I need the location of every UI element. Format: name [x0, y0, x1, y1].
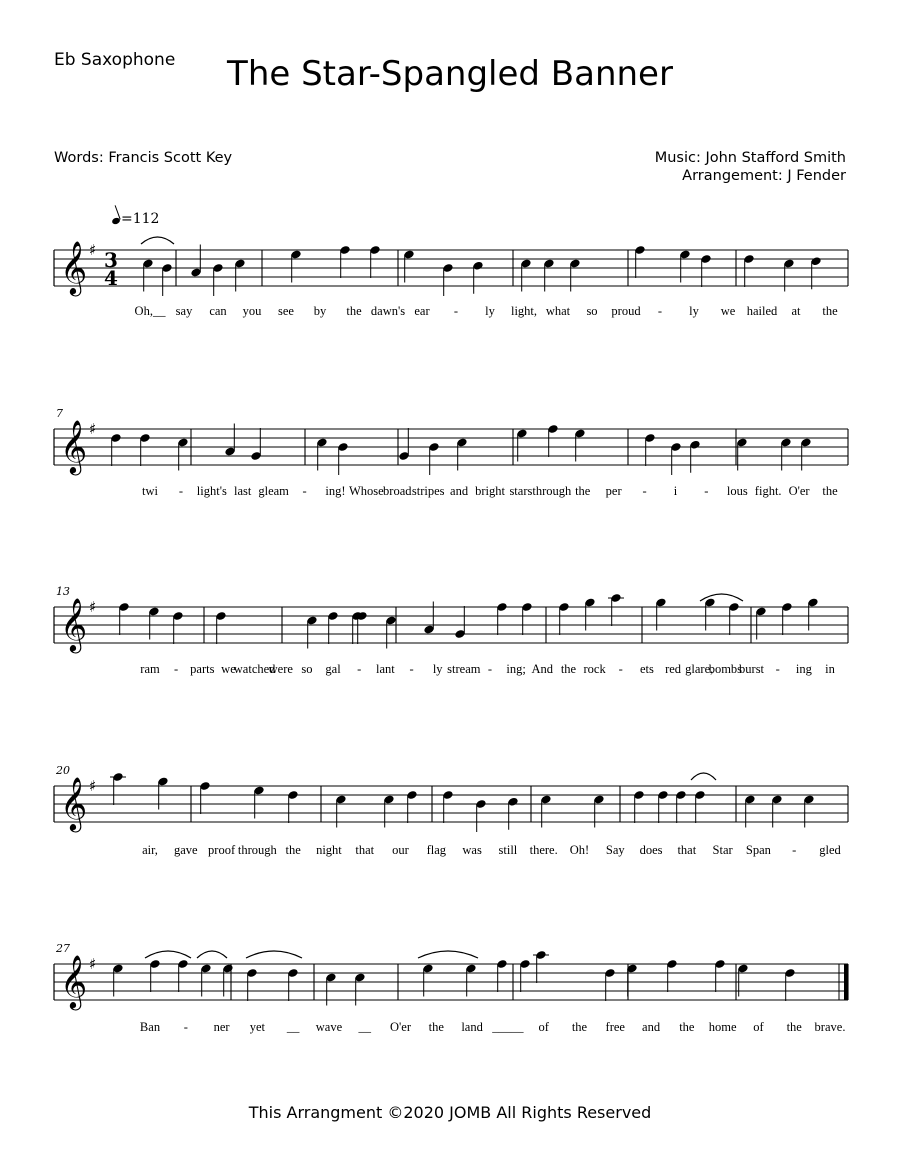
lyric-syllable: there.: [529, 843, 558, 857]
note: [199, 781, 211, 814]
lyric-syllable: burst: [739, 662, 765, 676]
note: [728, 602, 740, 635]
note: [406, 790, 418, 823]
note: [172, 611, 184, 644]
note: [222, 963, 234, 996]
note: [383, 794, 395, 827]
staff-system: [0, 210, 900, 320]
note: [139, 433, 151, 466]
lyric-syllable: stripes: [411, 484, 445, 498]
lyric-syllable: air,: [142, 843, 158, 857]
treble-clef-icon: 𝄞: [60, 597, 88, 651]
note: [543, 258, 555, 291]
lyric-syllable: ing;: [506, 662, 526, 676]
lyric-syllable: -: [409, 662, 414, 676]
note: [704, 597, 716, 630]
note: [403, 249, 415, 282]
lyric-syllable: -: [618, 662, 623, 676]
note: [290, 249, 302, 282]
lyric-syllable: were: [268, 662, 293, 676]
note: [783, 258, 795, 291]
note: [112, 963, 124, 996]
slur: [418, 951, 478, 958]
lyric-syllable: -: [178, 484, 183, 498]
lyric-syllable: the: [822, 304, 838, 318]
lyric-syllable: __: [286, 1020, 300, 1034]
note: [755, 606, 767, 639]
note: [604, 968, 616, 1001]
lyric-syllable: -: [792, 843, 797, 857]
note: [287, 790, 299, 823]
note: [369, 245, 381, 278]
note: [608, 593, 624, 626]
note: [224, 424, 236, 457]
lyric-syllable: bombs: [708, 662, 743, 676]
lyric-syllable: broad: [383, 484, 412, 498]
lyric-syllable: fight.: [754, 484, 782, 498]
time-signature-top: 3: [104, 248, 118, 272]
note: [161, 263, 173, 296]
note: [200, 963, 212, 996]
lyric-syllable: our: [392, 843, 409, 857]
lyric-syllable: of: [538, 1020, 549, 1034]
note: [633, 790, 645, 823]
lyric-syllable: through: [237, 843, 277, 857]
note: [475, 799, 487, 832]
lyric-syllable: Oh,__: [134, 304, 166, 318]
lyric-syllable: yet: [249, 1020, 265, 1034]
note: [246, 968, 258, 1001]
note: [327, 611, 339, 644]
note: [177, 959, 189, 992]
lyric-syllable: at: [791, 304, 801, 318]
lyric-syllable: brave.: [814, 1020, 846, 1034]
lyric-syllable: night: [316, 843, 342, 857]
treble-clef-icon: 𝄞: [60, 776, 88, 830]
lyric-syllable: gleam: [258, 484, 289, 498]
slur: [141, 237, 174, 244]
note: [569, 258, 581, 291]
note: [516, 428, 528, 461]
note: [810, 256, 822, 289]
lyric-syllable: in: [825, 662, 835, 676]
lyric-syllable: bright: [475, 484, 505, 498]
lyric-syllable: ram: [140, 662, 160, 676]
lyric-syllable: __: [358, 1020, 371, 1034]
note: [215, 611, 227, 644]
lyric-syllable: O'er: [788, 484, 810, 498]
lyric-syllable: so: [301, 662, 313, 676]
lyric-syllable: ear: [414, 304, 430, 318]
lyric-syllable: the: [575, 484, 591, 498]
note: [743, 254, 755, 287]
lyric-syllable: wave: [315, 1020, 343, 1034]
lyric-syllable: ly: [689, 304, 699, 318]
note: [533, 950, 549, 983]
note: [118, 602, 130, 635]
note: [110, 433, 122, 466]
key-signature-sharp-icon: ♯: [89, 955, 97, 973]
note: [465, 963, 477, 996]
slur: [246, 951, 302, 958]
lyric-syllable: ly: [485, 304, 495, 318]
lyric-syllable: red: [665, 662, 682, 676]
note: [422, 963, 434, 996]
lyric-syllable: that: [677, 843, 697, 857]
lyric-syllable: gal: [325, 662, 341, 676]
note: [339, 245, 351, 278]
slur: [197, 951, 227, 958]
lyric-syllable: Whose: [349, 484, 384, 498]
lyric-syllable: through: [532, 484, 572, 498]
lyric-syllable: -: [704, 484, 709, 498]
lyric-syllable: watched: [233, 662, 276, 676]
lyric-syllable: parts: [190, 662, 215, 676]
slur: [691, 773, 716, 780]
lyric-syllable: the: [428, 1020, 444, 1034]
note: [574, 428, 586, 461]
staff-system: [0, 924, 900, 1034]
note: [700, 254, 712, 287]
lyric-syllable: the: [285, 843, 301, 857]
lyric-syllable: ing: [795, 662, 812, 676]
note: [316, 437, 328, 470]
note: [354, 972, 366, 1005]
lyric-syllable: proof: [208, 843, 236, 857]
copyright-footer: This Arrangment ©2020 JOMB All Rights Reserved: [248, 1103, 652, 1122]
lyric-syllable: -: [487, 662, 493, 676]
note: [423, 602, 435, 635]
lyric-syllable: what: [545, 304, 571, 318]
note: [540, 794, 552, 827]
lyric-syllable: dawn's: [370, 304, 406, 318]
lyric-syllable: of: [753, 1020, 764, 1034]
lyric-syllable: by: [313, 304, 327, 318]
lyric-syllable: and: [642, 1020, 661, 1034]
lyricist-credit: Words: Francis Scott Key: [54, 150, 233, 166]
note: [666, 959, 678, 992]
staff-system: [0, 746, 900, 856]
lyric-syllable: -: [775, 662, 780, 676]
note: [234, 258, 246, 291]
lyric-syllable: the: [571, 1020, 588, 1034]
note: [771, 794, 783, 827]
lyric-syllable: ing!: [325, 484, 346, 498]
note: [694, 790, 706, 823]
lyric-syllable: the: [786, 1020, 802, 1034]
lyric-syllable: home: [708, 1020, 737, 1034]
lyric-syllable: lous: [726, 484, 748, 498]
lyric-syllable: per: [605, 484, 622, 498]
note: [306, 615, 318, 648]
lyric-syllable: ner: [213, 1020, 230, 1034]
measure-number: 27: [56, 942, 70, 955]
lyric-syllable: gave: [173, 843, 198, 857]
note: [325, 972, 337, 1005]
page-title: The Star-Spangled Banner: [227, 54, 673, 94]
lyric-syllable: ets: [639, 662, 654, 676]
lyric-syllable: _____: [492, 1020, 524, 1034]
lyric-syllable: Oh!: [569, 843, 590, 857]
lyric-syllable: we: [720, 304, 736, 318]
note: [287, 968, 299, 1001]
note: [149, 959, 161, 992]
note: [110, 772, 126, 805]
note: [558, 602, 570, 635]
lyric-syllable: stars: [509, 484, 533, 498]
note: [190, 245, 202, 278]
note: [737, 963, 749, 996]
lyric-syllable: proud: [611, 304, 641, 318]
note: [142, 258, 154, 291]
staff-svg: [0, 389, 900, 499]
note: [803, 794, 815, 827]
lyric-syllable: flag: [426, 843, 447, 857]
note: [679, 249, 691, 282]
arranger-credit: Arrangement: J Fender: [682, 168, 846, 184]
note: [655, 597, 667, 630]
staff-svg: [0, 746, 900, 856]
note: [584, 597, 596, 630]
treble-clef-icon: 𝄞: [60, 954, 88, 1008]
lyric-syllable: rock: [583, 662, 606, 676]
key-signature-sharp-icon: ♯: [89, 241, 97, 259]
note: [626, 963, 638, 996]
lyric-syllable: glare,: [685, 662, 714, 676]
note: [442, 263, 454, 296]
lyric-syllable: and: [450, 484, 469, 498]
lyric-syllable: -: [183, 1020, 188, 1034]
lyric-syllable: see: [278, 304, 294, 318]
key-signature-sharp-icon: ♯: [89, 420, 97, 438]
time-signature-bottom: 4: [104, 266, 118, 290]
lyric-syllable: lant: [376, 662, 395, 676]
staff-system: [0, 389, 900, 499]
note: [800, 437, 812, 470]
note: [335, 794, 347, 827]
lyric-syllable: can: [209, 304, 227, 318]
lyric-syllable: -: [642, 484, 647, 498]
note: [496, 602, 508, 635]
note: [442, 790, 454, 823]
lyric-syllable: that: [355, 843, 375, 857]
lyric-syllable: Span: [745, 843, 771, 857]
key-signature-sharp-icon: ♯: [89, 777, 97, 795]
lyric-syllable: -: [657, 304, 663, 318]
note: [356, 611, 368, 644]
lyric-syllable: And: [531, 662, 554, 676]
treble-clef-icon: 𝄞: [60, 240, 88, 294]
note: [736, 437, 748, 470]
lyric-syllable: the: [679, 1020, 695, 1034]
lyric-syllable: Ban: [139, 1020, 161, 1034]
lyric-syllable: so: [586, 304, 598, 318]
lyric-syllable: was: [462, 843, 482, 857]
note: [781, 602, 793, 635]
note: [675, 790, 687, 823]
lyric-syllable: last: [234, 484, 252, 498]
tempo-value: =112: [121, 211, 160, 227]
lyric-syllable: -: [453, 304, 459, 318]
note: [496, 959, 508, 992]
lyric-syllable: still: [498, 843, 518, 857]
lyric-syllable: Say: [605, 843, 625, 857]
note: [784, 968, 796, 1001]
slur: [700, 594, 743, 601]
note: [253, 785, 265, 818]
note: [456, 437, 468, 470]
lyric-syllable: twi: [142, 484, 158, 498]
note: [454, 606, 466, 639]
note: [521, 602, 533, 635]
note: [398, 428, 410, 461]
lyric-syllable: stream: [447, 662, 481, 676]
lyric-syllable: we: [221, 662, 236, 676]
note: [644, 433, 656, 466]
lyric-syllable: the: [560, 662, 577, 676]
measure-number: 13: [56, 585, 70, 598]
lyric-syllable: -: [357, 662, 362, 676]
composer-credit: Music: John Stafford Smith: [654, 150, 846, 166]
lyric-syllable: -: [174, 662, 179, 676]
lyric-syllable: i: [673, 484, 678, 498]
lyric-syllable: land: [461, 1020, 483, 1034]
note: [428, 442, 440, 475]
note: [744, 794, 756, 827]
lyric-syllable: light's: [196, 484, 227, 498]
lyric-syllable: the: [346, 304, 362, 318]
staff-system: [0, 567, 900, 677]
note: [212, 263, 224, 296]
final-barline: [844, 964, 848, 1000]
lyric-syllable: free: [605, 1020, 625, 1034]
note: [250, 428, 262, 461]
treble-clef-icon: 𝄞: [60, 419, 88, 473]
note: [148, 606, 160, 639]
lyric-syllable: light,: [510, 304, 538, 318]
instrument-label: Eb Saxophone: [54, 50, 176, 70]
note: [780, 437, 792, 470]
note: [547, 424, 559, 457]
note: [593, 794, 605, 827]
note: [634, 245, 646, 278]
staff-svg: [0, 567, 900, 677]
note: [657, 790, 669, 823]
lyric-syllable: you: [242, 304, 262, 318]
note: [385, 615, 397, 648]
slur: [145, 951, 191, 958]
key-signature-sharp-icon: ♯: [89, 598, 97, 616]
note: [157, 776, 169, 809]
lyric-syllable: gled: [819, 843, 841, 857]
note: [337, 442, 349, 475]
note: [177, 437, 189, 470]
lyric-syllable: the: [822, 484, 838, 498]
note: [807, 597, 819, 630]
note: [520, 258, 532, 291]
lyric-syllable: does: [639, 843, 663, 857]
note: [714, 959, 726, 992]
lyric-syllable: ly: [432, 662, 443, 676]
note: [670, 442, 682, 475]
note: [519, 959, 531, 992]
measure-number: 20: [56, 764, 70, 777]
lyric-syllable: -: [302, 484, 307, 498]
lyric-syllable: hailed: [746, 304, 778, 318]
lyric-syllable: say: [175, 304, 193, 318]
lyric-syllable: Star: [712, 843, 733, 857]
lyric-syllable: O'er: [390, 1020, 412, 1034]
measure-number: 7: [56, 407, 63, 420]
staff-svg: [0, 924, 900, 1034]
